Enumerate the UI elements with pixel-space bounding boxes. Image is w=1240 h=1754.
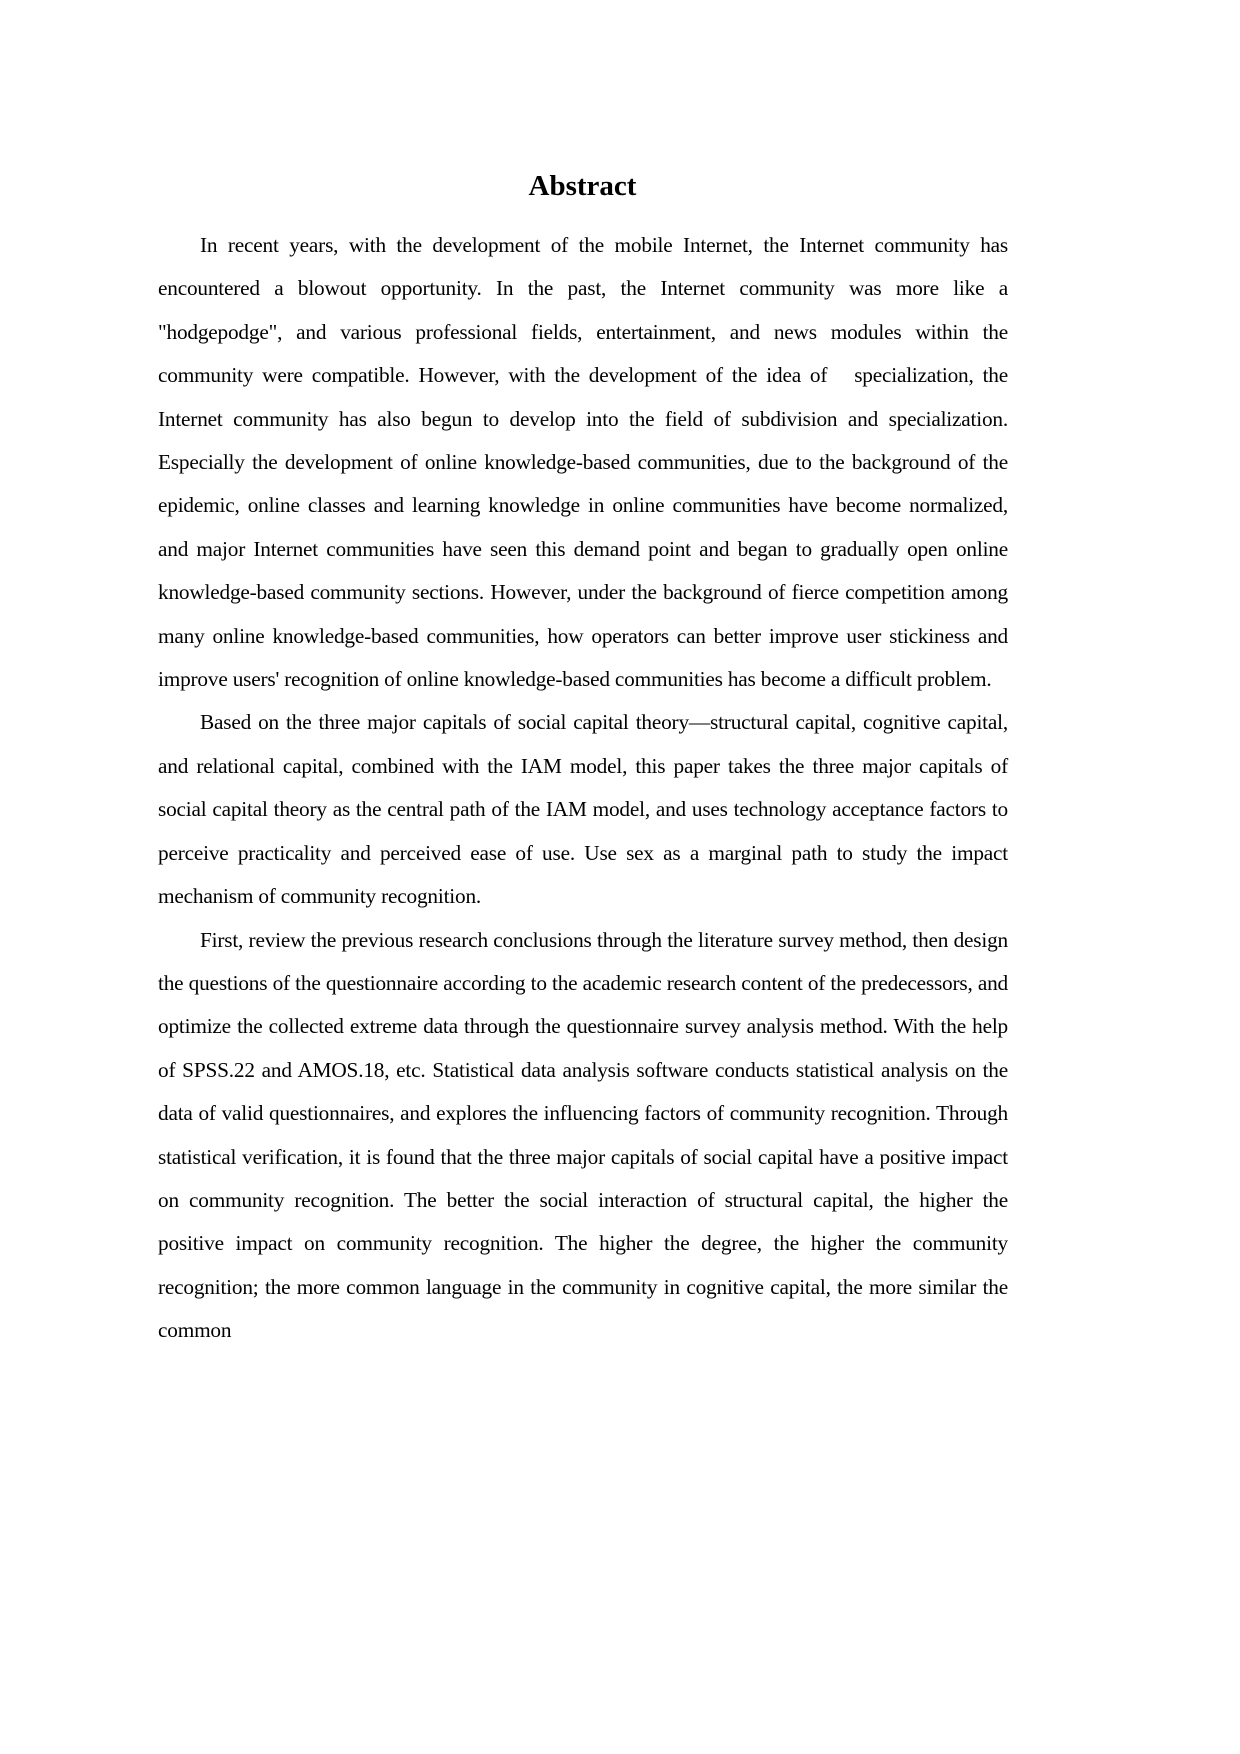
paragraph-method: First, review the previous research conclusions through the literature survey method, then design the questions of the questionnaire according to the academic research content of the predecessors, and optimize the collected extreme data through the questionnaire survey analysis method. With the help of SPSS.22 and AMOS.18, etc. Statistical data analysis software conducts statistical analysis on the data of valid questionnaires, and explores the influencing factors of community recognition. Through statistical verification, it is found that the three major capitals of social capital have a positive impact on community recognition. The better the social interaction of structural capital, the higher the positive impact on community recognition. The higher the degree, the higher the community recognition; the more common language in the community in cognitive capital, the more similar the common <box>158 927 1008 1343</box>
paragraph-intro: In recent years, with the development of the mobile Internet, the Internet community has encountered a blowout opportunity. In the past, the Internet community was more like a "hodgepodge", and various professional fields, entertainment, and news modules within the community were compatible. However, with the development of the idea of specialization, the Internet community has also begun to develop into the field of subdivision and specialization. Especially the development of online knowledge-based communities, due to the background of the epidemic, online classes and learning knowledge in online communities have become normalized, and major Internet communities have seen this demand point and began to gradually open online knowledge-based community sections. However, under the background of fierce competition among many online knowledge-based communities, how operators can better improve user stickiness and improve users' recognition of online knowledge-based communities has become a difficult problem. <box>158 233 1008 692</box>
paragraph-theory: Based on the three major capitals of social capital theory—structural capital, cognitive capital, and relational capital, combined with the IAM model, this paper takes the three major capitals of social capital theory as the central path of the IAM model, and uses technology acceptance factors to perceive practicality and perceived ease of use. Use sex as a marginal path to study the impact mechanism of community recognition. <box>158 710 1008 909</box>
abstract-body <box>158 224 1008 1353</box>
page-title: Abstract <box>528 170 637 202</box>
